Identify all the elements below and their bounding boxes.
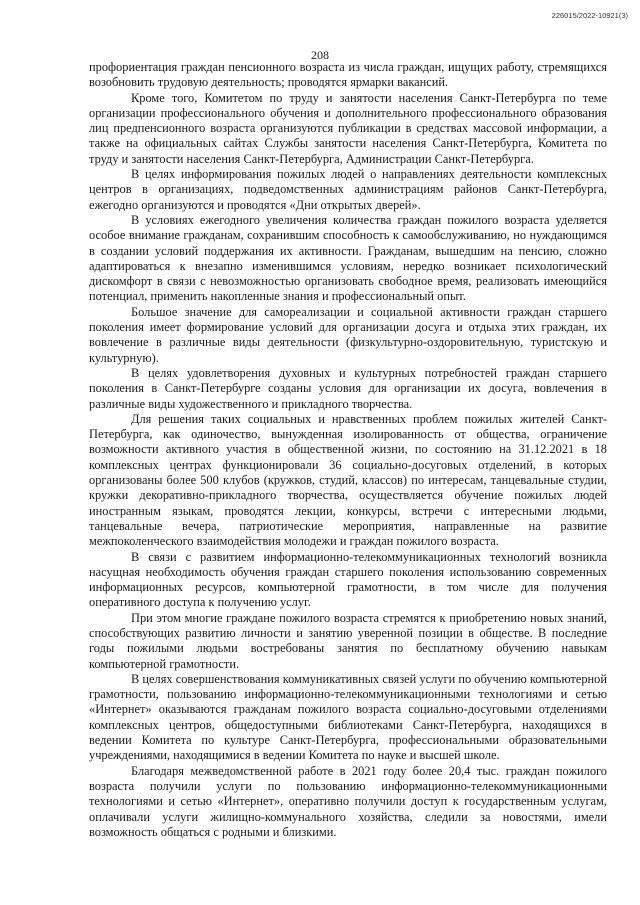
paragraph: Большое значение для самореализации и социальной активности граждан старшего поколения имеет формирование условий для организации досуга и отдыха этих граждан, их вовлечение в различные виды деятельности (физкультурно-оздоровительную, туристскую и культурную). (89, 304, 607, 365)
paragraph: В целях информирования пожилых людей о направлениях деятельности комплексных центров в организациях, подведомственных администрациям районов Санкт-Петербурга, ежегодно организуются и проводятся «Дни открытых дверей». (89, 167, 607, 212)
document-body (89, 60, 607, 840)
paragraph: профориентация граждан пенсионного возраста из числа граждан, ищущих работу, стремящихся возобновить трудовую деятельность; проводятся ярмарки вакансий. (89, 60, 607, 90)
paragraph: В условиях ежегодного увеличения количества граждан пожилого возраста уделяется особое внимание гражданам, сохранившим способность к самообслуживанию, но нуждающимся в создании условий поддержания их активности. Гражданам, вышедшим на пенсию, сложно адаптироваться к внезапно изменившимся условиям, нередко возникает психологический дискомфорт в связи с невозможностью организовать свободное время, реализовать имеющийся потенциал, применить накопленные знания и профессиональный опыт. (89, 212, 607, 304)
paragraph: Благодаря межведомственной работе в 2021 году более 20,4 тыс. граждан пожилого возраста получили услуги по пользованию информационно-телекоммуникационными технологиями и сетью «Интернет», оперативно получили доступ к государственным услугам, оплачивали услуги жилищно-коммунального хозяйства, следили за новостями, имели возможность общаться с родными и близкими. (89, 763, 607, 839)
document-id: 226015/2022-10921(3) (551, 11, 628, 20)
paragraph: Кроме того, Комитетом по труду и занятости населения Санкт-Петербурга по теме организации профессионального обучения и дополнительного профессионального образования лиц предпенсионного возраста организуются публикации в средствах массовой информации, а также на официальных сайтах Службы занятости населения Санкт-Петербурга, Комитета по труду и занятости населения Санкт-Петербурга, Администрации Санкт-Петербурга. (89, 90, 607, 166)
paragraph: Для решения таких социальных и нравственных проблем пожилых жителей Санкт-Петербурга, как одиночество, вынужденная изолированность от общества, ограничение возможности активного участия в общественной жизни, по состоянию на 31.12.2021 в 18 комплексных центрах функционировали 36 социально-досуговых отделений, в которых организованы более 500 клубов (кружков, студий, классов) по интересам, танцевальные студии, кружки декоративно-прикладного творчества, осуществляется обучение пожилых людей иностранным языкам, проводятся лекции, конкурсы, встречи с интересными людьми, танцевальные вечера, патриотические мероприятия, направленные на развитие межпоколенческого взаимодействия молодежи и граждан пожилого возраста. (89, 411, 607, 549)
paragraph: При этом многие граждане пожилого возраста стремятся к приобретению новых знаний, способствующих развитию личности и занятию уверенной позиции в обществе. В последние годы пожилыми людьми востребованы занятия по бесплатному обучению навыкам компьютерной грамотности. (89, 610, 607, 671)
paragraph: В целях удовлетворения духовных и культурных потребностей граждан старшего поколения в Санкт-Петербурге созданы условия для организации их досуга, вовлечения в различные виды художественного и прикладного творчества. (89, 365, 607, 411)
paragraph: В целях совершенствования коммуникативных связей услуги по обучению компьютерной грамотности, пользованию информационно-телекоммуникационными технологиями и сетью «Интернет» оказываются гражданам пожилого возраста социально-досуговыми отделениями комплексных центров, общедоступными библиотеками Санкт-Петербурга, находящихся в ведении Комитета по культуре Санкт-Петербурга, профессиональными образовательными учреждениями, находящимися в ведении Комитета по науке и высшей школе. (89, 671, 607, 763)
page-number: 208 (311, 48, 329, 62)
paragraph: В связи с развитием информационно-телекоммуникационных технологий возникла насущная необходимость обучения граждан старшего поколения использованию современных информационных ресурсов, компьютерной грамотности, в том числе для получения оперативного доступа к получению услуг. (89, 549, 607, 610)
